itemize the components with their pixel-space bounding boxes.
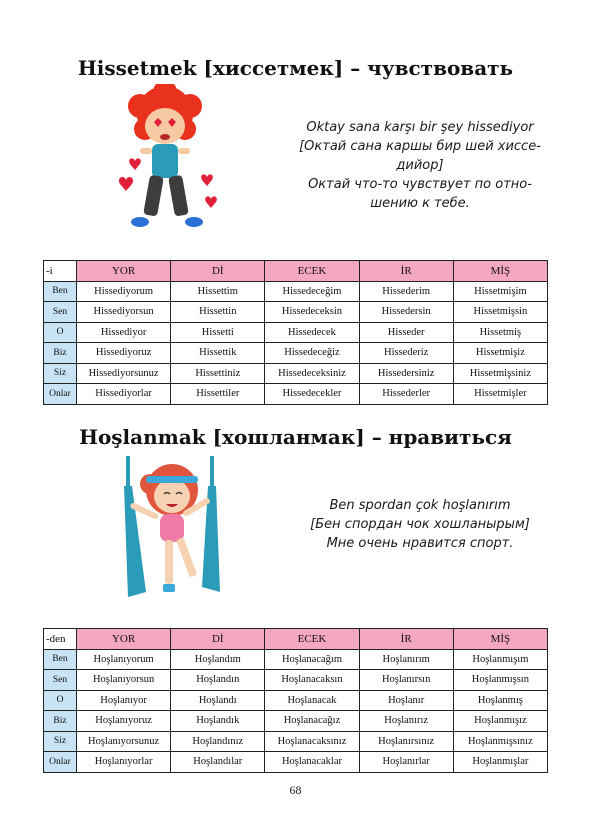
- conjugation-cell: Hissetmişsin: [453, 302, 547, 323]
- conjugation-cell: Hoşlanırlar: [359, 752, 453, 773]
- conjugation-cell: Hoşlandılar: [171, 752, 265, 773]
- conjugation-cell: Hissediyorsun: [77, 302, 171, 323]
- table-row: [44, 281, 548, 302]
- conjugation-cell: Hissedeceğiz: [265, 343, 359, 364]
- section-heading: Hoşlanmak [хошланмак] – нравиться: [79, 425, 512, 449]
- conjugation-cell: Hissetmişim: [453, 281, 547, 302]
- table-header-row: [44, 261, 548, 282]
- conjugation-cell: Hoşlandın: [171, 670, 265, 691]
- conjugation-cell: Hissedeceksin: [265, 302, 359, 323]
- table-row: [44, 343, 548, 364]
- conjugation-cell: Hissetti: [171, 322, 265, 343]
- conjugation-cell: Hissediyorum: [77, 281, 171, 302]
- conjugation-cell: Hoşlanıyorsun: [77, 670, 171, 691]
- conjugation-table: [43, 260, 548, 405]
- conjugation-cell: Hissettik: [171, 343, 265, 364]
- pronoun-cell: Onlar: [44, 384, 77, 405]
- tense-header: MİŞ: [453, 261, 547, 282]
- conjugation-cell: Hoşlanıyoruz: [77, 711, 171, 732]
- conjugation-cell: Hoşlanıyorsunuz: [77, 731, 171, 752]
- pronoun-cell: Siz: [44, 731, 77, 752]
- table-row: [44, 731, 548, 752]
- conjugation-cell: Hissederim: [359, 281, 453, 302]
- conjugation-cell: Hoşlanmışım: [453, 649, 547, 670]
- table-row: [44, 302, 548, 323]
- conjugation-cell: Hissedecek: [265, 322, 359, 343]
- conjugation-cell: Hissetmişsiniz: [453, 363, 547, 384]
- conjugation-cell: Hoşlanacak: [265, 690, 359, 711]
- conjugation-cell: Hissederler: [359, 384, 453, 405]
- example-line: [Бен спордан чок хошланырым]: [310, 517, 530, 532]
- table-row: [44, 322, 548, 343]
- page-number: 68: [289, 783, 302, 797]
- conjugation-cell: Hoşlanmış: [453, 690, 547, 711]
- pronoun-cell: Ben: [44, 281, 77, 302]
- conjugation-cell: Hissettim: [171, 281, 265, 302]
- tense-header: YOR: [77, 261, 171, 282]
- tense-header: İR: [359, 261, 453, 282]
- tense-header: YOR: [77, 629, 171, 650]
- tense-header: ECEK: [265, 261, 359, 282]
- pronoun-cell: Biz: [44, 343, 77, 364]
- conjugation-cell: Hoşlanacaksın: [265, 670, 359, 691]
- conjugation-table: [43, 628, 548, 773]
- conjugation-cell: Hoşlanmışlar: [453, 752, 547, 773]
- conjugation-cell: Hissedersiniz: [359, 363, 453, 384]
- conjugation-cell: Hoşlanırım: [359, 649, 453, 670]
- table-row: [44, 649, 548, 670]
- pronoun-cell: Siz: [44, 363, 77, 384]
- example-line: Мне очень нравится спорт.: [326, 536, 514, 551]
- example-sentence: [285, 118, 555, 213]
- conjugation-cell: Hissediyorsunuz: [77, 363, 171, 384]
- conjugation-cell: Hoşlanacaklar: [265, 752, 359, 773]
- conjugation-cell: Hoşlandı: [171, 690, 265, 711]
- table-row: [44, 363, 548, 384]
- table-row: [44, 711, 548, 732]
- pronoun-cell: Sen: [44, 670, 77, 691]
- conjugation-cell: Hoşlanıyorum: [77, 649, 171, 670]
- example-sentence: [285, 496, 555, 553]
- conjugation-cell: Hoşlanmışız: [453, 711, 547, 732]
- conjugation-cell: Hissetmiş: [453, 322, 547, 343]
- conjugation-cell: Hissediyor: [77, 322, 171, 343]
- conjugation-cell: Hoşlanacağız: [265, 711, 359, 732]
- pronoun-cell: O: [44, 322, 77, 343]
- tense-header: MİŞ: [453, 629, 547, 650]
- conjugation-cell: Hissedersin: [359, 302, 453, 323]
- conjugation-cell: Hissettiniz: [171, 363, 265, 384]
- conjugation-cell: Hissettiler: [171, 384, 265, 405]
- conjugation-cell: Hoşlandık: [171, 711, 265, 732]
- conjugation-cell: Hisseder: [359, 322, 453, 343]
- conjugation-cell: Hissederiz: [359, 343, 453, 364]
- conjugation-cell: Hoşlanıyor: [77, 690, 171, 711]
- suffix-header: -i: [44, 261, 77, 282]
- conjugation-cell: Hissedeceğim: [265, 281, 359, 302]
- conjugation-cell: Hissettin: [171, 302, 265, 323]
- table-row: [44, 670, 548, 691]
- boy-in-love-illustration: [110, 84, 220, 244]
- pronoun-cell: O: [44, 690, 77, 711]
- conjugation-cell: Hoşlanır: [359, 690, 453, 711]
- tense-header: Dİ: [171, 629, 265, 650]
- conjugation-cell: Hissedecekler: [265, 384, 359, 405]
- girl-on-aerial-silks-illustration: [110, 452, 235, 617]
- conjugation-cell: Hoşlanırız: [359, 711, 453, 732]
- pronoun-cell: Biz: [44, 711, 77, 732]
- example-line: [Октай сана каршы бир шей хиссе-: [299, 139, 541, 154]
- conjugation-cell: Hoşlanmışsın: [453, 670, 547, 691]
- table-row: [44, 690, 548, 711]
- section-heading: Hissetmek [хиссетмек] – чувствовать: [77, 56, 514, 80]
- tense-header: İR: [359, 629, 453, 650]
- example-line: Oktay sana karşı bir şey hissediyor: [306, 120, 534, 135]
- example-line: шению к тебе.: [370, 196, 470, 211]
- tense-header: ECEK: [265, 629, 359, 650]
- conjugation-cell: Hoşlanmışsınız: [453, 731, 547, 752]
- conjugation-cell: Hissediyoruz: [77, 343, 171, 364]
- conjugation-cell: Hissetmişiz: [453, 343, 547, 364]
- conjugation-cell: Hoşlandınız: [171, 731, 265, 752]
- conjugation-cell: Hissetmişler: [453, 384, 547, 405]
- example-line: Ben spordan çok hoşlanırım: [329, 498, 511, 513]
- pronoun-cell: Sen: [44, 302, 77, 323]
- conjugation-cell: Hoşlanırsın: [359, 670, 453, 691]
- conjugation-cell: Hoşlanıyorlar: [77, 752, 171, 773]
- conjugation-cell: Hissediyorlar: [77, 384, 171, 405]
- pronoun-cell: Onlar: [44, 752, 77, 773]
- conjugation-cell: Hoşlanacaksınız: [265, 731, 359, 752]
- example-line: дийор]: [396, 158, 444, 173]
- example-line: Октай что-то чувствует по отно-: [308, 177, 532, 192]
- conjugation-cell: Hoşlanırsınız: [359, 731, 453, 752]
- conjugation-cell: Hoşlandım: [171, 649, 265, 670]
- pronoun-cell: Ben: [44, 649, 77, 670]
- table-row: [44, 752, 548, 773]
- suffix-header: -den: [44, 629, 77, 650]
- conjugation-cell: Hoşlanacağım: [265, 649, 359, 670]
- tense-header: Dİ: [171, 261, 265, 282]
- table-row: [44, 384, 548, 405]
- conjugation-cell: Hissedeceksiniz: [265, 363, 359, 384]
- table-header-row: [44, 629, 548, 650]
